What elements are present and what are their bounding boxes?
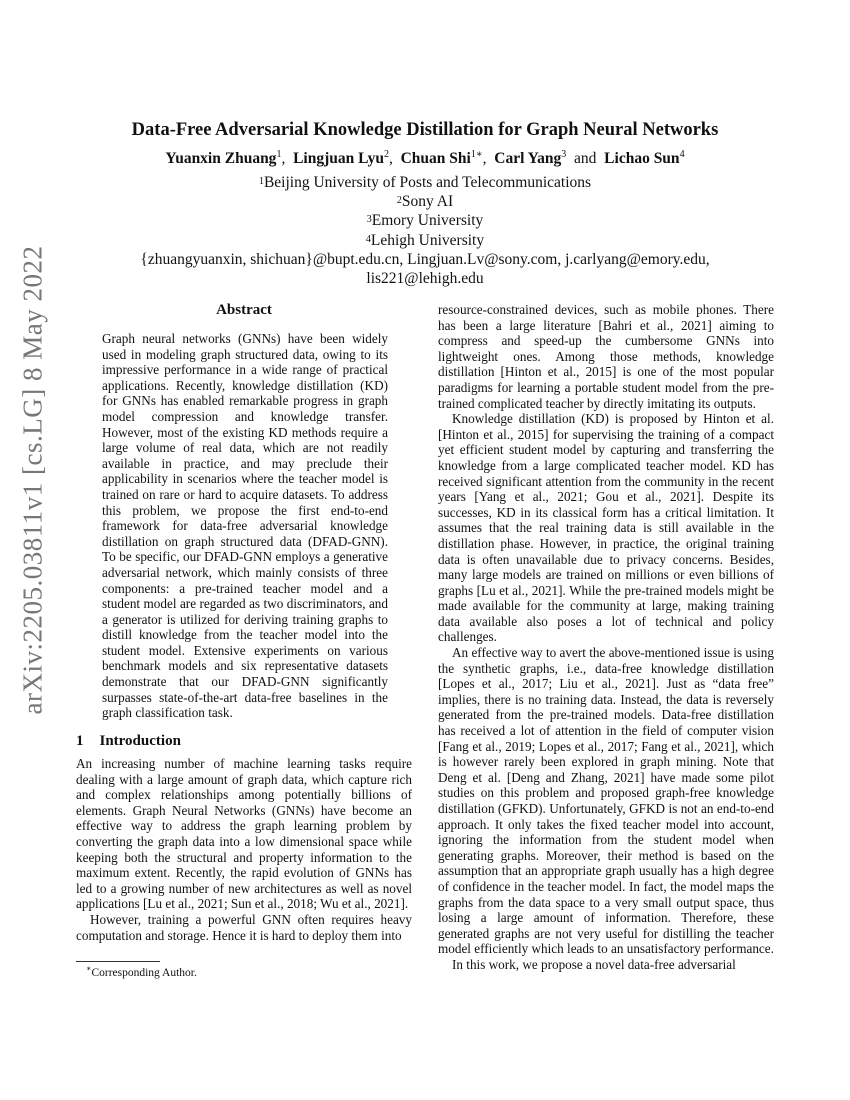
author-affiliation-mark: 1∗ (470, 149, 483, 160)
section-title: Introduction (99, 733, 181, 749)
author-affiliation-mark: 4 (679, 149, 685, 160)
affiliation: $^1$Beijing University of Posts and Telecommunications (258, 174, 592, 191)
affiliation: $^4$Lehigh University (365, 231, 485, 249)
abstract-body: Graph neural networks (GNNs) have been widely used in modeling graph structured data, owing to its impressive performance in a wide range of practical applications. Recently, knowledge distillation (KD) for GNNs has enabled remarkable progress in graph model compression and knowledge transfer. However, most of the existing KD methods require a large volume of real data, which are not readily available in practice, and may preclude their applicability in scenarios where the teacher model is trained on rare or hard to acquire datasets. To address this problem, we propose the first end-to-end framework for data-free adversarial knowledge distillation on graph structured data (DFAD-GNN). To be specific, our DFAD-GNN employs a generative adversarial network, which mainly consists of three components: a pre-trained teacher model and a student model are regarded as two discriminators, and a generator is utilized for deriving training graphs to distill knowledge from the teacher model into the student model. Extensive experiments on various benchmark models and six representative datasets demonstrate that our DFAD-GNN significantly surpasses state-of-the-art data-free baselines in the graph classification task. (102, 331, 388, 721)
author-affiliation-mark: 1 (276, 149, 282, 160)
section-heading-introduction (76, 733, 197, 750)
abstract-heading: Abstract (216, 302, 272, 318)
paragraph: resource-constrained devices, such as mobile phones. There has been a large literature [Bahri et al., 2021] aiming to compress and speed-up the cumbersome GNNs into lightweight ones. Among those methods, knowledge distillation [Hinton et al., 2015] is one of the most popular paradigms for learning a portable student model from the pre-trained complicated teacher by directly imitating its outputs. (438, 302, 774, 411)
affiliation: $^3$Emory University (366, 212, 484, 230)
footnote-rule (76, 961, 160, 962)
intro-text (76, 756, 412, 943)
email-line: {zhuangyuanxin, shichuan}@bupt.edu.cn, Lingjuan.Lv@sony.com, j.carlyang@emory.edu, (140, 250, 710, 268)
paragraph: Knowledge distillation (KD) is proposed by Hinton et al. [Hinton et al., 2015] for supervising the training of a compact yet efficient student model by capturing and transferring the knowledge from a large complicated teacher model. KD has received significant attention from the community in the recent years [Yang et al., 2021; Gou et al., 2021]. Despite its successes, KD in its classical form has a critical limitation. It assumes that the real training data is still available in the distillation phase. However, in practice, the original training data is often unavailable due to privacy concerns. Besides, many large models are trained on millions or even billions of graphs [Lu et al., 2021]. While the pre-trained models might be made available for the community at large, making training data available also poses a lot of technical and policy challenges. (438, 411, 774, 645)
author-affiliation-mark: 2 (383, 149, 389, 160)
footnote (86, 964, 197, 979)
email-line: lis221@lehigh.edu (366, 270, 484, 288)
affiliations (0, 173, 850, 288)
author-name: Chuan Shi (400, 150, 471, 167)
right-column-text (438, 302, 774, 973)
footnote-text: Corresponding Author. (91, 966, 197, 979)
arxiv-sidebar-stamp (12, 245, 54, 715)
arxiv-id: arXiv:2205.03811v1 [cs.LG] 8 May 2022 (17, 245, 48, 715)
author-and: and (574, 150, 597, 167)
footnote-mark: ∗ (86, 964, 92, 973)
paragraph: An increasing number of machine learning tasks require dealing with a large amount of graph data, which capture rich and complex relationships among potentially billions of elements. Graph Neural Networks (GNNs) have become an effective way to address the graph learning problem by converting the graph data into a low dimensional space while keeping both the structural and property information to the maximum extent. Recently, the rapid evolution of GNNs has led to a growing number of new architectures as well as novel applications [Lu et al., 2021; Sun et al., 2018; Wu et al., 2021]. (76, 756, 412, 912)
author-list: Yuanxin Zhuang$^1$, Lingjuan Lyu$^2$, Chuan Shi$^{1∗}$, Carl Yang$^3$ and Lichao Sun$^4$ (165, 149, 685, 167)
author-name: Lichao Sun (604, 150, 680, 167)
paragraph: However, training a powerful GNN often requires heavy computation and storage. Hence it is hard to deploy them into (76, 911, 412, 943)
author-affiliation-mark: 3 (561, 149, 567, 160)
author-name: Yuanxin Zhuang (165, 150, 277, 167)
paragraph: An effective way to avert the above-mentioned issue is using the synthetic graphs, i.e., data-free knowledge distillation [Lopes et al., 2017; Liu et al., 2021]. Just as “data free” implies, there is no training data. Instead, the data is reversely generated from the pre-trained models. Data-free distillation has received a lot of attention in the field of computer vision [Fang et al., 2019; Lopes et al., 2017; Fang et al., 2021], which is however rarely been explored in graph mining. Note that Deng et al. [Deng and Zhang, 2021] have made some pilot studies on this problem and proposed graph-free knowledge distillation (GFKD). Unfortunately, GFKD is not an end-to-end approach. It only takes the fixed teacher model into account, ignoring the information from the student model when generating graphs. Moreover, their method is based on the assumption that an appropriate graph usually has a high degree of confidence in the teacher model. In fact, the model maps the graphs from the data space to a very small output space, thus losing a large amount of information. Therefore, these generated graphs are not very useful for distilling the teacher model efficiently which leads to an unsatisfactory performance. (438, 645, 774, 957)
paragraph: In this work, we propose a novel data-free adversarial (452, 956, 736, 972)
paper-title: Data-Free Adversarial Knowledge Distillation for Graph Neural Networks (131, 120, 719, 140)
affiliation: $^2$Sony AI (396, 193, 454, 211)
author-name: Carl Yang (494, 150, 562, 167)
section-number: 1 (76, 733, 84, 749)
author-name: Lingjuan Lyu (293, 150, 384, 167)
